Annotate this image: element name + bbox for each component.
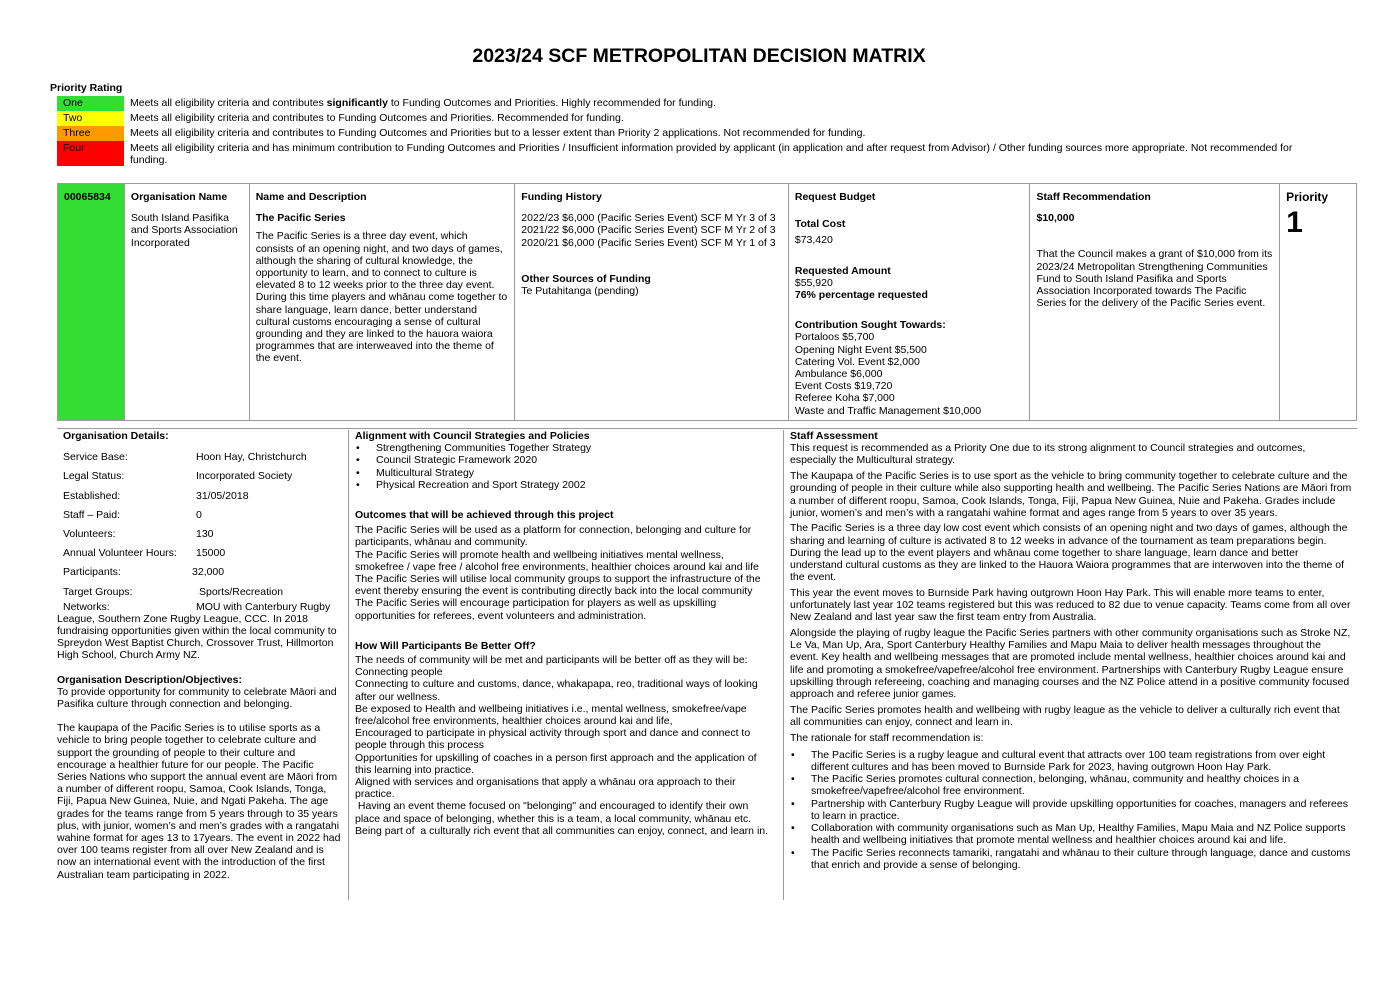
- detail-row-volunteers: Volunteers: 130: [63, 527, 214, 540]
- rationale-item: • Partnership with Canterbury Rugby League will provide upskilling opportunities for coaches, managers and referees to learn in practice.: [790, 798, 1352, 822]
- priority-swatch-two: Two: [57, 111, 124, 126]
- assessment-paragraph: The rationale for staff recommendation is:: [790, 731, 984, 744]
- funding-history-item: 2020/21 $6,000 (Pacific Series Event) SCF M Yr 1 of 3: [521, 236, 776, 249]
- priority-level-two: [57, 111, 1319, 126]
- contribution-item: Event Costs $19,720: [794, 380, 893, 393]
- other-sources-value: Te Putahitanga (pending): [521, 285, 639, 298]
- funding-history-header: Funding History: [521, 191, 602, 203]
- detail-row-established: Established: 31/05/2018: [63, 489, 249, 502]
- requested-amount-value: $55,920: [794, 276, 833, 289]
- assessment-paragraph: Alongside the playing of rugby league the Pacific Series partners with other community organisations such as Stroke NZ, Le Va, Man Up, Ara, Sport Canterbury Healthy Families and Mapu Maia to deliver health messages throughout the event. Key health and wellbeing messages that are promoted include mental wellness, healthier choices around kai and life and promoting a smokefree/vapefree/alcohol free environment. Partnerships with Canterbury Rugby League ensure upskilling through refereeing, coaching and managing courses and the NZ Police attend in a positive community focused approach and referee junior games.: [790, 627, 1351, 701]
- organisation-name-cell: [125, 184, 250, 420]
- staff-recommendation-text: That the Council makes a grant of $10,000 from its 2023/24 Metropolitan Strengthening Communities Fund to South Island Pasifika and Sports Association Incorporated towards The Pacific Series for the delivery of the Pacific Series event.: [1036, 248, 1273, 310]
- staff-assessment-panel: [790, 430, 1352, 871]
- priority-header: Priority: [1286, 190, 1329, 204]
- rationale-item: • The Pacific Series is a rugby league and cultural event that attracts over 100 team registrations from over eight different cultures and has been moved to Burnside Park for 2023, having outgrown Hoon Hay Park.: [790, 749, 1352, 773]
- priority-level-one: [57, 96, 1319, 111]
- outcome-item: The Pacific Series will be used as a platform for connection, belonging and culture for participants, whānau and community.: [355, 524, 752, 549]
- priority-cell: [1280, 184, 1356, 420]
- staff-recommendation-cell: [1030, 184, 1280, 420]
- outcome-item: The Pacific Series will promote health and wellbeing initiatives mental wellness, smokefree / vape free / alcohol free environments, healthier choices around kai and life: [355, 548, 759, 573]
- networks-text: Networks: MOU with Canterbury Rugby League, Southern Zone Rugby League, CCC. In 2018 fundraising opportunities given within the local community to Spreydon West Baptist Church, Crossover Trust, Hillmorton High School, Church Army NZ.: [57, 600, 337, 662]
- assessment-paragraph: This year the event moves to Burnside Park having outgrown Hoon Hay Park. This will enable more teams to enter, unfortunately last year 102 teams registered but this was reduced to 82 due to venue capacity. Teams come from all over New Zealand and last year saw the first team entry from Australia.: [790, 586, 1351, 624]
- priority-swatch-three: Three: [57, 126, 124, 141]
- alignment-heading: Alignment with Council Strategies and Policies: [355, 430, 590, 442]
- priority-description-four: Meets all eligibility criteria and has minimum contribution to Funding Outcomes and Priorities / Insufficient information provided by applicant (in application and after request from Advisor) / Other funding sources more appropriate. Not recommended for funding.: [130, 142, 1293, 167]
- alignment-panel: [355, 430, 775, 837]
- detail-row-legal-status: Legal Status: Incorporated Society: [63, 470, 293, 483]
- outcomes-heading: Outcomes that will be achieved through this project: [355, 509, 614, 522]
- outcome-item: The Pacific Series will encourage participation for players as well as upskilling opportunities for referees, event volunteers and administration.: [355, 597, 717, 622]
- detail-row-service-base: Service Base: Hoon Hay, Christchurch: [63, 451, 307, 464]
- strategy-item: • Multicultural Strategy: [355, 467, 775, 479]
- other-sources-header: Other Sources of Funding: [521, 272, 651, 285]
- better-off-item: The needs of community will be met and participants will be better off as they will be:: [355, 654, 748, 667]
- application-id-cell: [58, 184, 125, 420]
- better-off-heading: How Will Participants Be Better Off?: [355, 639, 536, 652]
- page-title: 2023/24 SCF METROPOLITAN DECISION MATRIX: [472, 45, 926, 67]
- staff-assessment-heading: Staff Assessment: [790, 430, 878, 442]
- rationale-item: • Collaboration with community organisations such as Man Up, Healthy Families, Mapu Maia and NZ Police supports health and wellbeing initiatives that promote mental wellness and healthier choices around kai and life.: [790, 822, 1352, 846]
- better-off-item: Connecting people: [355, 666, 443, 679]
- total-cost-label: Total Cost: [794, 218, 846, 231]
- contribution-item: Referee Koha $7,000: [794, 392, 895, 405]
- contribution-item: Opening Night Event $5,500: [794, 343, 927, 356]
- rationale-item: • The Pacific Series promotes cultural connection, belonging, whānau, community and healthy choices in a smokefree/vapefree/alcohol free environment.: [790, 773, 1352, 797]
- better-off-item: Aligned with services and organisations that apply a whānau ora approach to their practice.: [355, 776, 736, 801]
- contribution-item: Waste and Traffic Management $10,000: [794, 404, 982, 417]
- better-off-item: Be exposed to Health and wellbeing initiatives i.e., mental wellness, smokefree/vape free/alcohol free environments, healthier choices around kai and life,: [355, 702, 747, 728]
- strategy-item: • Council Strategic Framework 2020: [355, 454, 775, 466]
- contribution-item: Ambulance $6,000: [794, 368, 883, 381]
- better-off-item: Having an event theme focused on "belonging" and encouraged to identify their own place and space of belonging, whether this is a team, a local community, whānau etc. Being part of a culturally rich event that all communities can enjoy, connect, and learn in.: [355, 800, 769, 837]
- objectives-text: To provide opportunity for community to celebrate Māori and Pasifika culture through connection and belonging.: [57, 685, 337, 710]
- priority-rating-heading: Priority Rating: [50, 82, 123, 94]
- contribution-item: Catering Vol. Event $2,000: [794, 355, 920, 368]
- name-description-header: Name and Description: [255, 191, 367, 203]
- rationale-item: • The Pacific Series reconnects tamariki, rangatahi and whānau to their culture through language, dance and customs that enrich and provide a sense of belonging.: [790, 847, 1352, 871]
- detail-row-volunteer-hours: Annual Volunteer Hours: 15000: [63, 547, 226, 560]
- total-cost-value: $73,420: [794, 234, 833, 247]
- priority-level-three: [57, 126, 1319, 141]
- organisation-details-panel: [57, 430, 344, 881]
- detail-row-target-groups: Target Groups: Sports/Recreation: [63, 585, 284, 598]
- contribution-label: Contribution Sought Towards:: [794, 319, 946, 332]
- application-summary-table: [57, 183, 1357, 421]
- project-name: The Pacific Series: [255, 212, 346, 225]
- staff-recommended-amount: $10,000: [1036, 212, 1075, 225]
- detail-row-staff-paid: Staff – Paid: 0: [63, 508, 202, 521]
- organisation-details-heading: Organisation Details:: [63, 430, 169, 442]
- strategy-item: • Strengthening Communities Together Strategy: [355, 442, 775, 454]
- better-off-item: Encouraged to participate in physical activity through sport and dance and connect to people through this process: [355, 727, 751, 752]
- better-off-item: Opportunities for upskilling of coaches in a person first approach and the application of this learning into practice.: [355, 751, 757, 776]
- assessment-paragraph: The Pacific Series promotes health and wellbeing with rugby league as the vehicle to deliver a culturally rich event that all communities can enjoy, connect and learn in.: [790, 703, 1340, 728]
- percentage-requested: 76% percentage requested: [794, 289, 928, 302]
- priority-value: 1: [1286, 206, 1303, 240]
- section-divider: [57, 428, 1357, 429]
- strategy-list: [355, 442, 775, 491]
- assessment-paragraph: This request is recommended as a Priority One due to its strong alignment to Council strategies and outcomes, especially the Multicultural strategy.: [790, 442, 1306, 467]
- priority-rating-legend: [57, 96, 1319, 166]
- priority-description-one: Meets all eligibility criteria and contributes significantly to Funding Outcomes and Priorities. Highly recommended for funding.: [130, 97, 716, 109]
- staff-recommendation-header: Staff Recommendation: [1036, 191, 1151, 203]
- funding-history-item: 2022/23 $6,000 (Pacific Series Event) SCF M Yr 3 of 3: [521, 212, 776, 225]
- priority-level-four: [57, 141, 1319, 166]
- priority-swatch-one: One: [57, 96, 124, 111]
- contribution-item: Portaloos $5,700: [794, 331, 875, 344]
- column-divider: [348, 430, 349, 900]
- request-budget-header: Request Budget: [794, 191, 876, 203]
- priority-description-three: Meets all eligibility criteria and contributes to Funding Outcomes and Priorities but to a lesser extent than Priority 2 applications. Not recommended for funding.: [130, 127, 866, 139]
- outcome-item: The Pacific Series will utilise local community groups to support the infrastructure of the event thereby ensuring the event is contributing directly back into the local community: [355, 573, 761, 598]
- application-id: 00065834: [64, 191, 111, 203]
- requested-amount-label: Requested Amount: [794, 264, 891, 277]
- objectives-heading: Organisation Description/Objectives:: [57, 673, 242, 686]
- kaupapa-text: The kaupapa of the Pacific Series is to utilise sports as a vehicle to bring people together to celebrate culture and support the grounding of people to their culture and encourage a healthier future for our people. The Pacific Series Nations who support the annual event are Māori from a number of different roopu, Samoa, Cook Islands, Tonga, Fiji, Papua New Guinea, Nuie, and Ngati Pakeha. The age grades for the teams range from 5 years through to 35 years plus, with junior, women’s and men’s grades with a rangatahi wahine format for ages 13 to 17years. The event in 2022 had over 100 teams register from all over New Zealand and is now an international event with the introduction of the first Australian team participating in 2022.: [57, 722, 341, 881]
- funding-history-cell: [515, 184, 789, 420]
- better-off-item: Connecting to culture and customs, dance, whakapapa, reo, traditional ways of looking after our wellness.: [355, 678, 758, 703]
- assessment-paragraph: The Pacific Series is a three day low cost event which consists of an opening night and two days of games, although the sharing and learning of culture is activated 8 to 12 weeks in advance of the tournament as team preparations begin. During the lead up to the event players and whānau come together to share language, learn dance and better understand cultural customs as they are linked to the Hauora Waiora programmes that are interwoven into the theme of the event.: [790, 522, 1348, 584]
- priority-swatch-four: Four: [57, 141, 124, 166]
- assessment-paragraph: The Kaupapa of the Pacific Series is to use sport as the vehicle to bring community together to celebrate culture and the grounding of people in their culture while also supporting health and wellbeing. The Pacific Series Nations are Māori from a number of different roopu, Samoa, Cook Islands, Tonga, Fiji, Papua New Guinea, Nuie and Pakeha. Grades include junior, women’s and men’s with a rangatahi wahine format and ages range from 5 years to over 35 years.: [790, 470, 1352, 519]
- name-description-cell: [250, 184, 516, 420]
- request-budget-cell: [789, 184, 1031, 420]
- organisation-name: South Island Pasifika and Sports Association Incorporated: [130, 212, 238, 249]
- priority-description-two: Meets all eligibility criteria and contributes to Funding Outcomes and Priorities. Recommended for funding.: [130, 112, 624, 124]
- strategy-item: • Physical Recreation and Sport Strategy 2002: [355, 479, 775, 491]
- detail-row-participants: Participants: 32,000: [63, 566, 225, 579]
- organisation-name-header: Organisation Name: [130, 191, 228, 203]
- funding-history-item: 2021/22 $6,000 (Pacific Series Event) SCF M Yr 2 of 3: [521, 224, 776, 237]
- project-description: The Pacific Series is a three day event, which consists of an opening night, and two days of games, although the sharing of cultural knowledge, the opportunity to learn, and to connect to culture is elevated 8 to 12 weeks prior to the three day event. During this time players and whānau come together to share language, learn dance, better understand cultural customs encouraging a sense of cultural grounding and they are linked to the hauora waiora programmes that are interweaved into the theme of the event.: [255, 230, 508, 365]
- rationale-list: [790, 749, 1352, 871]
- column-divider: [783, 430, 784, 900]
